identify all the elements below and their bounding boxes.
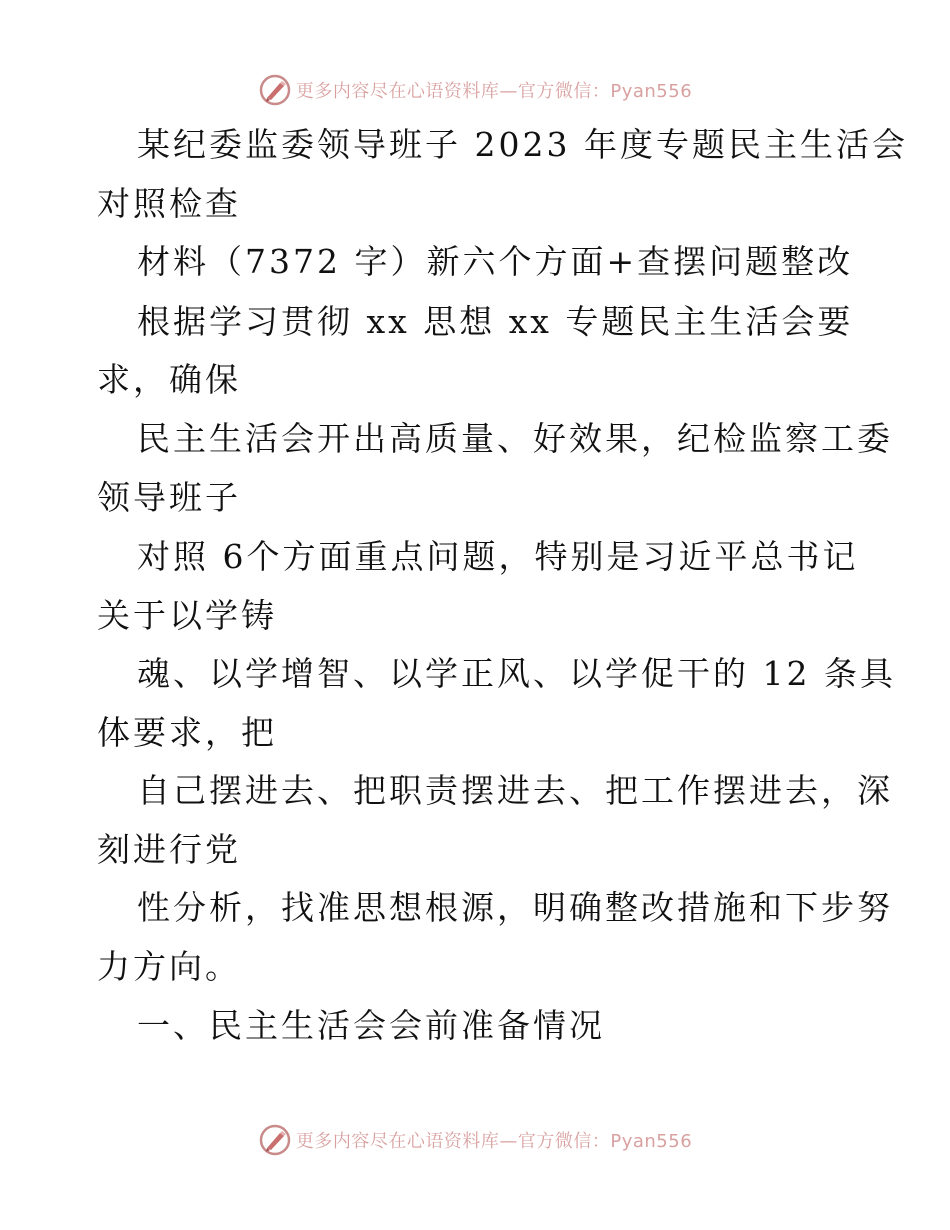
body-line-9: 关于以学铸 [97,596,277,635]
body-line-1: 某纪委监委领导班子 2023 年度专题民主生活会 [137,125,908,164]
body-line-8: 对照 6个方面重点问题，特别是习近平总书记 [137,537,859,576]
body-line-6: 民主生活会开出高质量、好效果，纪检监察工委 [137,419,893,458]
body-line-12: 自己摆进去、把职责摆进去、把工作摆进去，深 [137,771,893,810]
body-line-3: 材料（7372 字）新六个方面+查摆问题整改 [137,242,854,281]
body-line-15: 力方向。 [97,947,241,986]
section-heading: 一、民主生活会会前准备情况 [137,1006,605,1045]
body-line-13: 刻进行党 [97,830,241,869]
watermark-text: 更多内容尽在心语资料库—官方微信：Pyan556 [295,1131,693,1152]
body-line-14: 性分析，找准思想根源，明确整改措施和下步努 [137,888,893,927]
body-line-5: 求，确保 [97,360,241,399]
body-line-11: 体要求，把 [97,713,277,752]
body-line-4: 根据学习贯彻 xx 思想 xx 专题民主生活会要 [137,302,854,341]
body-line-10: 魂、以学增智、以学正风、以学促干的 12 条具 [137,654,896,693]
body-line-2: 对照检查 [97,184,241,223]
pen-circle-logo-icon [258,1123,292,1157]
footer-watermark [0,1120,950,1160]
watermark-text: 更多内容尽在心语资料库—官方微信：Pyan556 [295,81,693,102]
body-line-7: 领导班子 [97,478,241,517]
